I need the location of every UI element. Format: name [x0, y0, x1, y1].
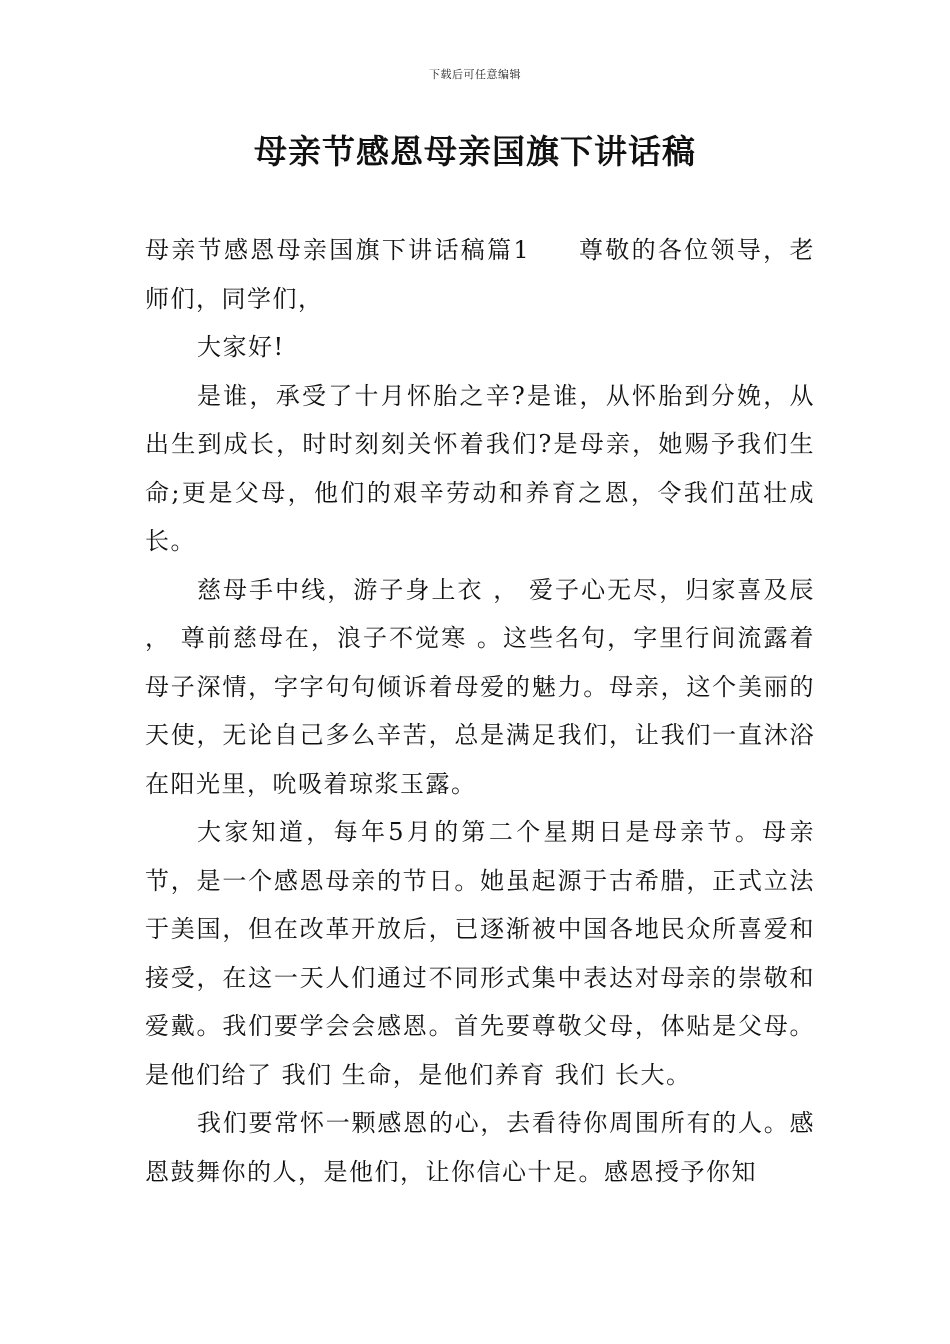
document-title: 母亲节感恩母亲国旗下讲话稿 [254, 132, 696, 171]
paragraph-2: 慈母手中线，游子身上衣 ， 爱子心无尽，归家喜及辰 ， 尊前慈母在，浪子不觉寒 。这些名句，字里行间流露着母子深情，字字句句倾诉着母爱的魅力。母亲，这个美丽的天使，无论自己多么辛苦，总是满足我们，让我们一直沐浴在阳光里，吮吸着琼浆玉露。 [145, 575, 815, 798]
document-body [145, 226, 815, 1196]
paragraph-3: 大家知道，每年5月的第二个星期日是母亲节。母亲节，是一个感恩母亲的节日。她虽起源于古希腊，正式立法于美国，但在改革开放后，已逐渐被中国各地民众所喜爱和接受，在这一天人们通过不同形式集中表达对母亲的崇敬和爱戴。我们要学会会感恩。首先要尊敬父母，体贴是父母。是他们给了 我们 生命，是他们养育 我们 长大。 [145, 818, 815, 1089]
paragraph-greeting: 大家好! [197, 333, 285, 361]
intro-salutation: 尊敬的各位领导，老师们，同学们， [145, 236, 815, 313]
intro-heading: 母亲节感恩母亲国旗下讲话稿篇1 [145, 236, 531, 264]
intro-paragraph [145, 226, 815, 323]
paragraph-1: 是谁，承受了十月怀胎之辛?是谁，从怀胎到分娩，从出生到成长，时时刻刻关怀着我们?是母亲，她赐予我们生命;更是父母，他们的艰辛劳动和养育之恩，令我们茁壮成长。 [145, 381, 815, 555]
header-note: 下载后可任意编辑 [429, 68, 521, 81]
paragraph-4: 我们要常怀一颗感恩的心，去看待你周围所有的人。感恩鼓舞你的人，是他们，让你信心十足。感恩授予你知 [145, 1109, 815, 1186]
